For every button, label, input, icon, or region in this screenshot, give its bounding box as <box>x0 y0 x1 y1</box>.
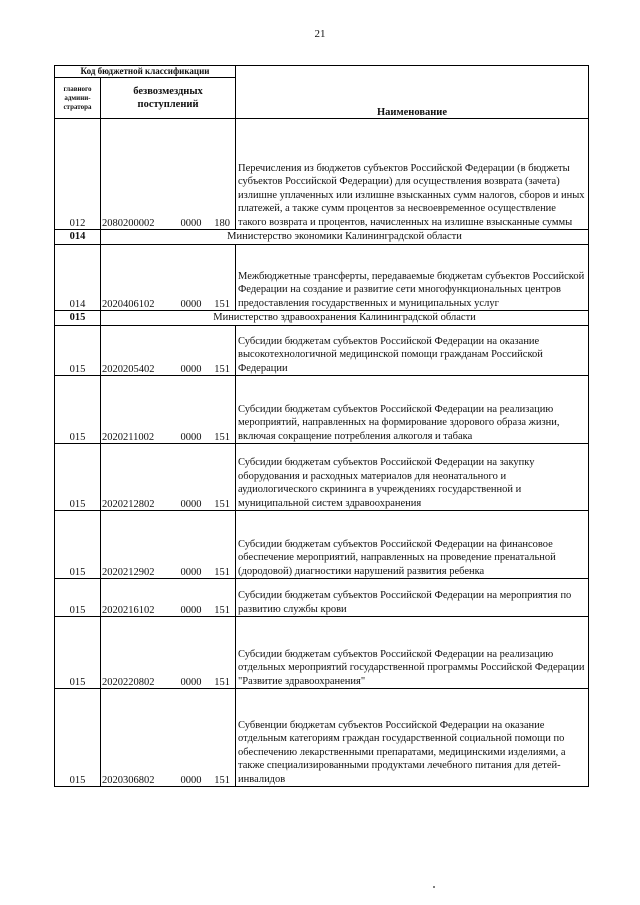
income-code <box>101 245 236 311</box>
income-code-main: 2020212802 <box>102 499 155 510</box>
income-code-main: 2020406102 <box>102 299 155 310</box>
ministry-row <box>55 311 589 326</box>
income-code-kind: 151 <box>214 299 230 310</box>
income-code-main: 2020212902 <box>102 567 155 578</box>
table-row <box>55 119 589 230</box>
income-code <box>101 119 236 230</box>
income-code-main: 2020220802 <box>102 677 155 688</box>
row-description: Субсидии бюджетам субъектов Российской Федерации на реализацию отдельных мероприятий государственной программы Российской Федерации "Развитие здравоохранения" <box>236 617 589 689</box>
table-row <box>55 689 589 787</box>
header-admin: главного админи- стратора <box>55 78 101 119</box>
admin-code: 015 <box>55 326 101 376</box>
income-code-program: 0000 <box>180 432 202 443</box>
header-free-receipts: безвозмездных поступлений <box>101 78 236 119</box>
row-description: Межбюджетные трансферты, передаваемые бюджетам субъектов Российской Федерации на создание и развитие сети многофункциональных центров предоставления государственных и муниципальных услуг <box>236 245 589 311</box>
row-description: Субсидии бюджетам субъектов Российской Федерации на реализацию мероприятий, направленных на формирование здорового образа жизни, включая сокращение потребления алкоголя и табака <box>236 376 589 444</box>
income-code-program: 0000 <box>180 299 202 310</box>
scan-speck <box>433 886 435 888</box>
income-code <box>101 326 236 376</box>
income-code-main: 2080200002 <box>102 218 155 229</box>
table-row <box>55 579 589 617</box>
page-number: 21 <box>314 28 326 40</box>
income-code <box>101 511 236 579</box>
header-name: Наименование <box>236 66 589 119</box>
table-row <box>55 376 589 444</box>
income-code-program: 0000 <box>180 364 202 375</box>
admin-code: 015 <box>55 617 101 689</box>
table-row <box>55 617 589 689</box>
admin-code: 015 <box>55 311 101 326</box>
income-code-main: 2020306802 <box>102 775 155 786</box>
admin-code: 015 <box>55 444 101 511</box>
income-code-kind: 151 <box>214 432 230 443</box>
row-description: Субсидии бюджетам субъектов Российской Федерации на закупку оборудования и расходных материалов для неонатального и аудиологического скрининга в учреждениях государственной и муниципальной систем здравоохранения <box>236 444 589 511</box>
income-code-program: 0000 <box>180 218 202 229</box>
row-description: Субсидии бюджетам субъектов Российской Федерации на оказание высокотехнологичной медицинской помощи гражданам Российской Федерации <box>236 326 589 376</box>
income-code-main: 2020205402 <box>102 364 155 375</box>
budget-classification-table <box>54 65 589 787</box>
ministry-row <box>55 230 589 245</box>
admin-code: 015 <box>55 511 101 579</box>
admin-code: 014 <box>55 230 101 245</box>
income-code <box>101 376 236 444</box>
income-code-program: 0000 <box>180 567 202 578</box>
income-code-kind: 151 <box>214 499 230 510</box>
ministry-title: Министерство здравоохранения Калининградской области <box>101 311 589 326</box>
income-code-program: 0000 <box>180 775 202 786</box>
income-code <box>101 444 236 511</box>
income-code-program: 0000 <box>180 677 202 688</box>
admin-code: 015 <box>55 579 101 617</box>
ministry-title: Министерство экономики Калининградской области <box>101 230 589 245</box>
table-row <box>55 326 589 376</box>
admin-code: 012 <box>55 119 101 230</box>
admin-code: 015 <box>55 689 101 787</box>
admin-code: 014 <box>55 245 101 311</box>
income-code-program: 0000 <box>180 499 202 510</box>
income-code-kind: 151 <box>214 677 230 688</box>
income-code <box>101 579 236 617</box>
income-code-main: 2020216102 <box>102 605 155 616</box>
budget-table-container <box>54 65 588 787</box>
income-code-kind: 151 <box>214 775 230 786</box>
admin-code: 015 <box>55 376 101 444</box>
table-body <box>55 119 589 787</box>
income-code-kind: 151 <box>214 567 230 578</box>
table-row <box>55 245 589 311</box>
row-description: Субвенции бюджетам субъектов Российской Федерации на оказание отдельным категориям граждан государственной социальной помощи по обеспечению лекарственными препаратами, медицинскими изделиями, а также специализированными продуктами лечебного питания для детей-инвалидов <box>236 689 589 787</box>
income-code <box>101 617 236 689</box>
table-row <box>55 444 589 511</box>
row-description: Субсидии бюджетам субъектов Российской Федерации на мероприятия по развитию службы крови <box>236 579 589 617</box>
income-code-program: 0000 <box>180 605 202 616</box>
income-code-main: 2020211002 <box>102 432 155 443</box>
income-code-kind: 180 <box>214 218 230 229</box>
header-code-group: Код бюджетной классификации <box>55 66 236 78</box>
table-row <box>55 511 589 579</box>
row-description: Перечисления из бюджетов субъектов Российской Федерации (в бюджеты субъектов Российской Федерации) для осуществления возврата (зачета) излишне уплаченных или излишне взысканных сумм налогов, сборов и иных платежей, а также сумм процентов за несвоевременное осуществление такого возврата и процентов, начисленных на излишне взысканные суммы <box>236 119 589 230</box>
income-code <box>101 689 236 787</box>
income-code-kind: 151 <box>214 605 230 616</box>
row-description: Субсидии бюджетам субъектов Российской Федерации на финансовое обеспечение мероприятий, направленных на проведение пренатальной (дородовой) диагностики нарушений развития ребенка <box>236 511 589 579</box>
income-code-kind: 151 <box>214 364 230 375</box>
